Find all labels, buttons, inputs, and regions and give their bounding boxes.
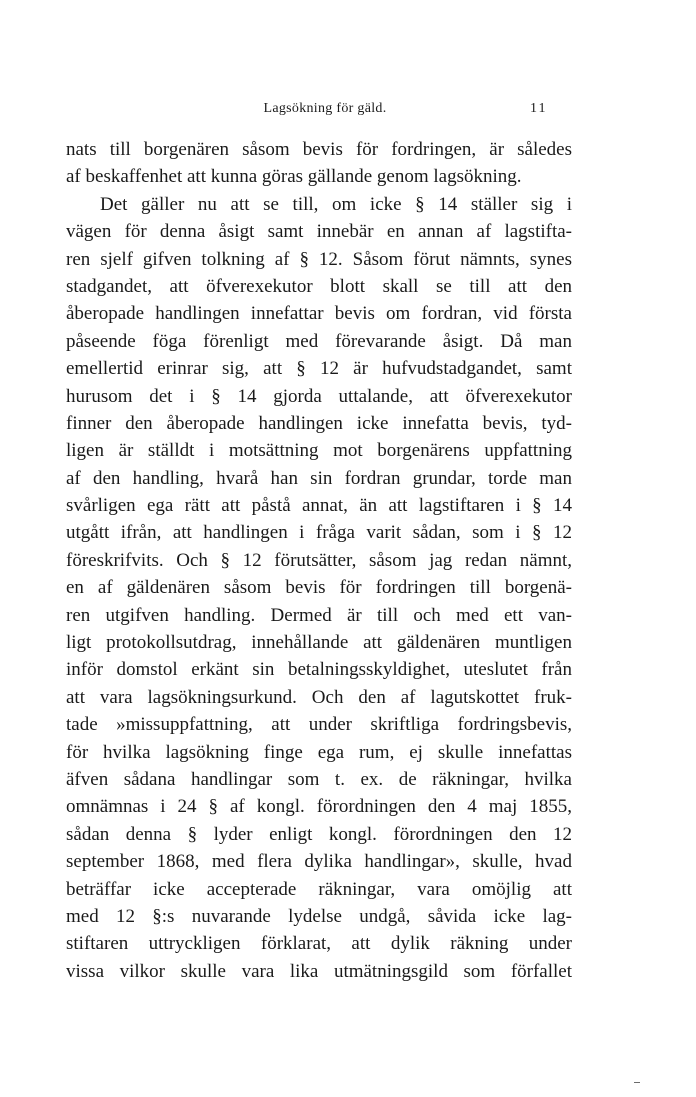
text-line: svårligen ega rätt att påstå annat, än att lagstiftaren i § 14 [66, 495, 572, 517]
text-line: åberopade handlingen innefattar bevis om fordran, vid första [66, 303, 572, 325]
text-line: utgått ifrån, att handlingen i fråga varit sådan, som i § 12 [66, 522, 572, 544]
text-line: att vara lagsökningsurkund. Och den af lagutskottet fruk- [66, 686, 572, 708]
text-line: ligt protokollsutdrag, innehållande att gäldenären muntligen [66, 632, 572, 654]
running-head [0, 101, 696, 121]
text-line: för hvilka lagsökning finge ega rum, ej skulle innefattas [66, 741, 572, 763]
text-line: inför domstol erkänt sin betalningsskyldighet, uteslutet från [66, 659, 572, 681]
page-number: 11 [530, 101, 548, 116]
text-line: hurusom det i § 14 gjorda uttalande, att öfverexekutor [66, 385, 572, 407]
text-line: ligen är ställdt i motsättning mot borgenärens uppfattning [66, 440, 572, 462]
body-text [66, 136, 572, 985]
text-line: stiftaren uttryckligen förklarat, att dylik räkning under [66, 933, 572, 955]
text-line: äfven sådana handlingar som t. ex. de räkningar, hvilka [66, 768, 572, 790]
text-line: ren utgifven handling. Dermed är till och med ett van- [66, 604, 572, 626]
text-line: af beskaffenhet att kunna göras gällande genom lagsökning. [66, 166, 522, 188]
text-line: sådan denna § lyder enligt kongl. förordningen den 12 [66, 823, 572, 845]
text-line: Det gäller nu att se till, om icke § 14 ställer sig i [100, 193, 572, 215]
scan-mark [634, 1082, 640, 1083]
text-line: emellertid erinrar sig, att § 12 är hufvudstadgandet, samt [66, 358, 572, 380]
text-line: finner den åberopade handlingen icke innefatta bevis, tyd- [66, 412, 572, 434]
text-line: september 1868, med flera dylika handlingar», skulle, hvad [66, 851, 572, 873]
text-line: nats till borgenären såsom bevis för fordringen, är således [66, 139, 572, 160]
text-line: vissa vilkor skulle vara lika utmätningsgild som förfallet [66, 960, 572, 982]
text-line: föreskrifvits. Och § 12 förutsätter, såsom jag redan nämnt, [66, 549, 572, 571]
text-line: ren sjelf gifven tolkning af § 12. Såsom förut nämnts, synes [66, 248, 572, 270]
text-line: vägen för denna åsigt samt innebär en annan af lagstifta- [66, 221, 572, 243]
text-line: påseende föga förenligt med förevarande åsigt. Då man [66, 330, 572, 352]
text-line: tade »missuppfattning, att under skriftliga fordringsbevis, [66, 714, 572, 736]
text-line: beträffar icke accepterade räkningar, vara omöjlig att [66, 878, 572, 900]
text-line: omnämnas i 24 § af kongl. förordningen den 4 maj 1855, [66, 796, 572, 818]
text-line: en af gäldenären såsom bevis för fordringen till borgenä- [66, 577, 572, 599]
text-line: med 12 §:s nuvarande lydelse undgå, såvida icke lag- [66, 905, 572, 927]
running-title: Lagsökning för gäld. [263, 101, 387, 116]
text-line: stadgandet, att öfverexekutor blott skall se till att den [66, 275, 572, 297]
text-line: af den handling, hvarå han sin fordran grundar, torde man [66, 467, 572, 489]
